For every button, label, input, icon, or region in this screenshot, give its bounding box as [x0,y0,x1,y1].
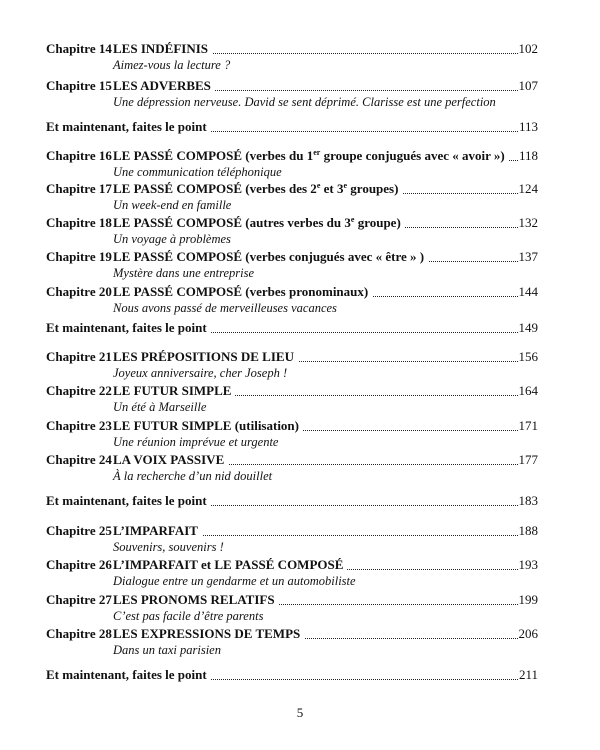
chapter-number: Chapitre 14 [46,41,112,56]
chapter-number: Chapitre 17 [46,181,112,196]
page-number: 164 [518,383,538,398]
chapter-title: LE FUTUR SIMPLE (utilisation) [113,418,303,434]
chapter-title: LE PASSÉ COMPOSÉ (verbes pronominaux) [113,284,372,300]
page-number: 113 [518,119,538,134]
page-number: 149 [518,320,538,335]
chapter-number: Chapitre 19 [46,249,112,264]
chapter-subtitle: À la recherche d’un nid douillet [113,469,273,483]
chapter-subtitle: Joyeux anniversaire, cher Joseph ! [113,366,288,380]
chapter-number: Chapitre 15 [46,78,112,93]
chapter-subtitle: Dialogue entre un gendarme et un automobiliste [113,574,356,588]
page-number: 107 [518,78,538,93]
page-number: 193 [518,557,538,572]
page-number: 156 [518,349,538,364]
chapter-subtitle: Un été à Marseille [113,400,207,414]
chapter-title: LA VOIX PASSIVE [113,452,228,468]
chapter-subtitle: Une dépression nerveuse. David se sent déprimé. Clarisse est une perfection [113,95,496,109]
page-number: 137 [518,249,538,264]
chapter-title: LE FUTUR SIMPLE [113,383,235,399]
chapter-title: LE PASSÉ COMPOSÉ (verbes du 1er groupe conjugués avec « avoir ») [113,148,509,164]
chapter-title: LE PASSÉ COMPOSÉ (verbes des 2e et 3e groupes) [113,181,402,197]
chapter-subtitle: Un voyage à problèmes [113,232,231,246]
chapter-number: Chapitre 26 [46,557,112,572]
chapter-subtitle: Mystère dans une entreprise [113,266,255,280]
chapter-title: LES EXPRESSIONS DE TEMPS [113,626,304,642]
chapter-title: LE PASSÉ COMPOSÉ (autres verbes du 3e groupe) [113,215,405,231]
review-title: Et maintenant, faites le point [46,667,211,683]
chapter-number: Chapitre 27 [46,592,112,607]
chapter-subtitle: Dans un taxi parisien [113,643,221,657]
review-title: Et maintenant, faites le point [46,119,211,135]
chapter-subtitle: Aimez-vous la lecture ? [113,58,231,72]
page-number: 118 [518,148,538,163]
page-number: 124 [518,181,538,196]
review-title: Et maintenant, faites le point [46,320,211,336]
chapter-subtitle: Nous avons passé de merveilleuses vacances [113,301,337,315]
chapter-number: Chapitre 25 [46,523,112,538]
chapter-number: Chapitre 23 [46,418,112,433]
chapter-subtitle: Une réunion imprévue et urgente [113,435,279,449]
page-number: 102 [518,41,538,56]
chapter-title: LES PRONOMS RELATIFS [113,592,279,608]
chapter-number: Chapitre 16 [46,148,112,163]
chapter-number: Chapitre 24 [46,452,112,467]
page-number: 171 [518,418,538,433]
chapter-title: LES ADVERBES [113,78,215,94]
chapter-number: Chapitre 28 [46,626,112,641]
review-title: Et maintenant, faites le point [46,493,211,509]
chapter-title: LE PASSÉ COMPOSÉ (verbes conjugués avec « être » ) [113,249,428,265]
page-number: 199 [518,592,538,607]
page-number: 132 [518,215,538,230]
chapter-subtitle: Une communication téléphonique [113,165,282,179]
chapter-title: LES PRÉPOSITIONS DE LIEU [113,349,298,365]
chapter-subtitle: Souvenirs, souvenirs ! [113,540,224,554]
chapter-subtitle: Un week-end en famille [113,198,232,212]
page-number: 177 [518,452,538,467]
chapter-title: LES INDÉFINIS [113,41,212,57]
page-number: 144 [518,284,538,299]
chapter-number: Chapitre 21 [46,349,112,364]
chapter-title: L’IMPARFAIT [113,523,202,539]
chapter-number: Chapitre 20 [46,284,112,299]
page-number: 188 [518,523,538,538]
page-folio: 5 [296,705,304,720]
chapter-number: Chapitre 22 [46,383,112,398]
page-number: 206 [518,626,538,641]
chapter-title: L’IMPARFAIT et LE PASSÉ COMPOSÉ [113,557,347,573]
chapter-number: Chapitre 18 [46,215,112,230]
chapter-subtitle: C’est pas facile d’être parents [113,609,264,623]
page-number: 211 [518,667,538,682]
page-number: 183 [518,493,538,508]
